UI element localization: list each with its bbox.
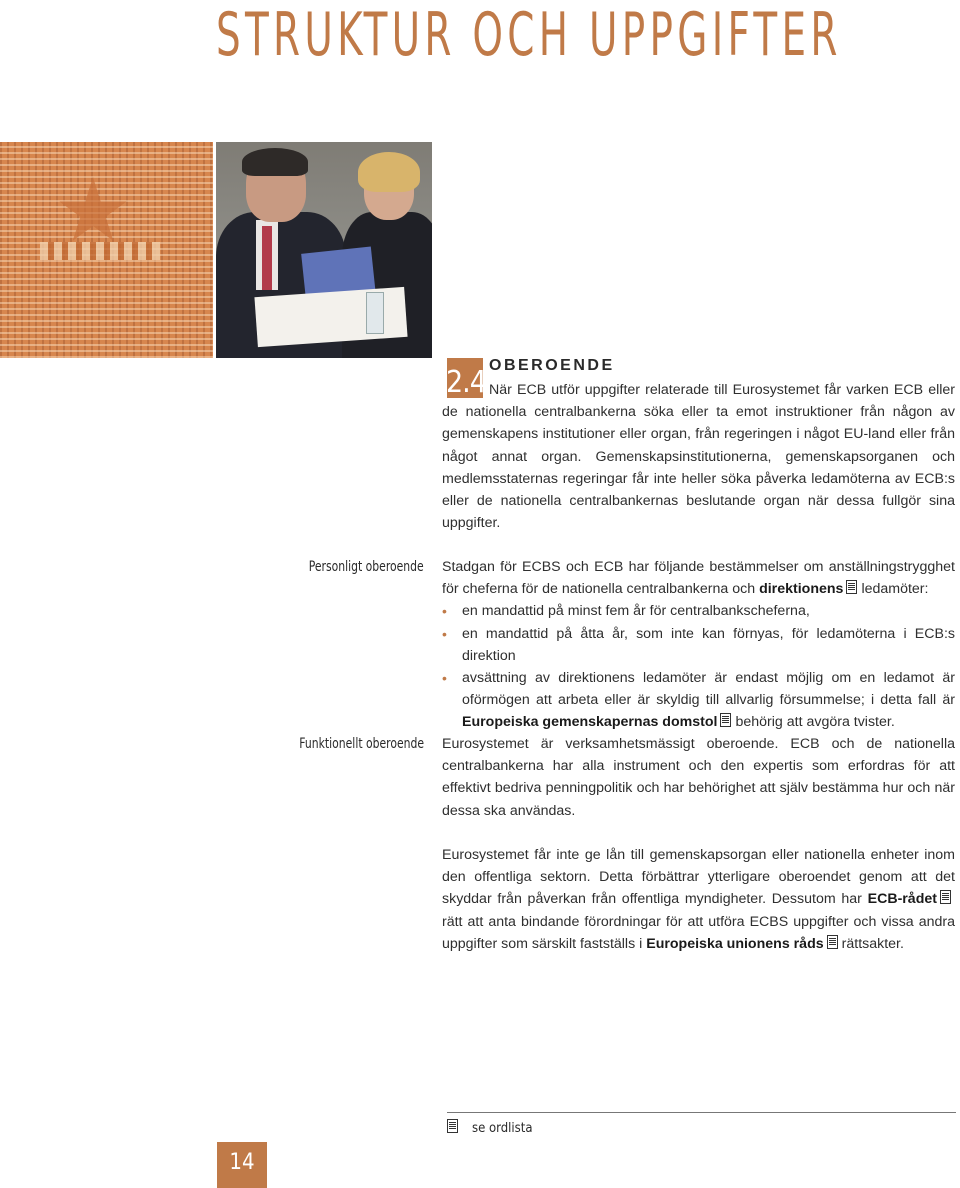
p2-before: Eurosystemet får inte ge lån till gemenskapsorgan eller nationella enheter inom den offentliga sektorn. Detta förbättrar ytterligare oberoendet genom att det skyddar från påverkan från offentliga myndigheter. Dessutom har	[442, 847, 955, 908]
section-intro: När ECB utför uppgifter relaterade till Eurosystemet får varken ECB eller de nationella centralbankerna söka eller ta emot instruktioner från någon av gemenskapens institutioner eller organ, från regeringen i något EU-land eller från något annat organ. Gemenskapsinstitutionerna, gemenskapsorganen och medlemsstaternas regeringar får inte heller söka påverka ledamöterna av ECB:s eller de nationella centralbankernas beslutande organ när dessa fullgör sina uppgifter.	[442, 382, 955, 532]
photo-papers	[254, 287, 407, 347]
chapter-title: STRUKTUR OCH UPPGIFTER	[216, 0, 842, 70]
decorative-pattern-image	[0, 142, 213, 358]
glossary-note-text: se ordlista	[472, 1121, 533, 1136]
photo-glass	[366, 292, 384, 334]
bullet3-after: behörig att avgöra tvister.	[735, 714, 895, 731]
section-title: OBEROENDE	[489, 357, 615, 374]
list-item: • en mandattid på åtta år, som inte kan förnyas, för ledamöterna i ECB:s direktion	[442, 623, 955, 667]
photo-woman-hair	[358, 152, 420, 192]
label-personal-independence: Personligt oberoende	[309, 559, 424, 575]
bullet3-before: avsättning av direktionens ledamöter är endast möjlig om en ledamot är oförmögen att arbeta eller är skyldig till allvarlig försummelse; i detta fall är	[462, 670, 955, 709]
personal-text-after: ledamöter:	[861, 581, 929, 598]
footer-divider	[447, 1112, 956, 1113]
photo-tie	[262, 226, 272, 290]
glossary-icon	[846, 580, 857, 594]
meeting-photo	[216, 142, 432, 358]
glossary-term-direktionens[interactable]: direktionens	[759, 581, 844, 598]
footer-glossary-note	[447, 1119, 533, 1136]
glossary-term-ecb-radet[interactable]: ECB-rådet	[867, 891, 937, 908]
section-number: 2.4	[446, 365, 486, 400]
p2-after: rättsakter.	[841, 935, 904, 952]
glossary-icon	[827, 935, 838, 949]
glossary-icon	[447, 1119, 458, 1133]
glossary-term-unionens-rad[interactable]: Europeiska unionens råds	[646, 935, 824, 952]
functional-paragraph-2	[442, 844, 955, 955]
p2-middle: rätt att anta bindande förordningar för att utföra ECBS uppgifter och vissa andra uppgifter som särskilt fastställs i	[442, 913, 955, 952]
functional-paragraph-1: Eurosystemet är verksamhetsmässigt oberoende. ECB och de nationella centralbankerna har alla instrument och den expertis som erfordras för att effektivt bedriva penningpolitik och har behörighet att själv bestämma hur och när dessa ska användas.	[442, 736, 955, 819]
personal-text-before: Stadgan för ECBS och ECB har följande bestämmelser om anställningstrygghet för cheferna för de nationella centralbankerna och	[442, 559, 955, 598]
list-item: • en mandattid på minst fem år för centralbankscheferna,	[442, 600, 955, 622]
pattern-band	[40, 242, 160, 260]
photo-man-hair	[242, 148, 308, 176]
list-item	[442, 667, 955, 734]
glossary-icon	[720, 713, 731, 727]
personal-independence-text	[442, 556, 955, 734]
personal-bullet-list	[442, 600, 955, 733]
glossary-icon	[940, 890, 951, 904]
label-functional-independence: Funktionellt oberoende	[299, 736, 424, 752]
page-number: 14	[229, 1150, 255, 1175]
star-pattern-icon	[58, 177, 128, 247]
glossary-term-domstol[interactable]: Europeiska gemenskapernas domstol	[462, 714, 718, 731]
